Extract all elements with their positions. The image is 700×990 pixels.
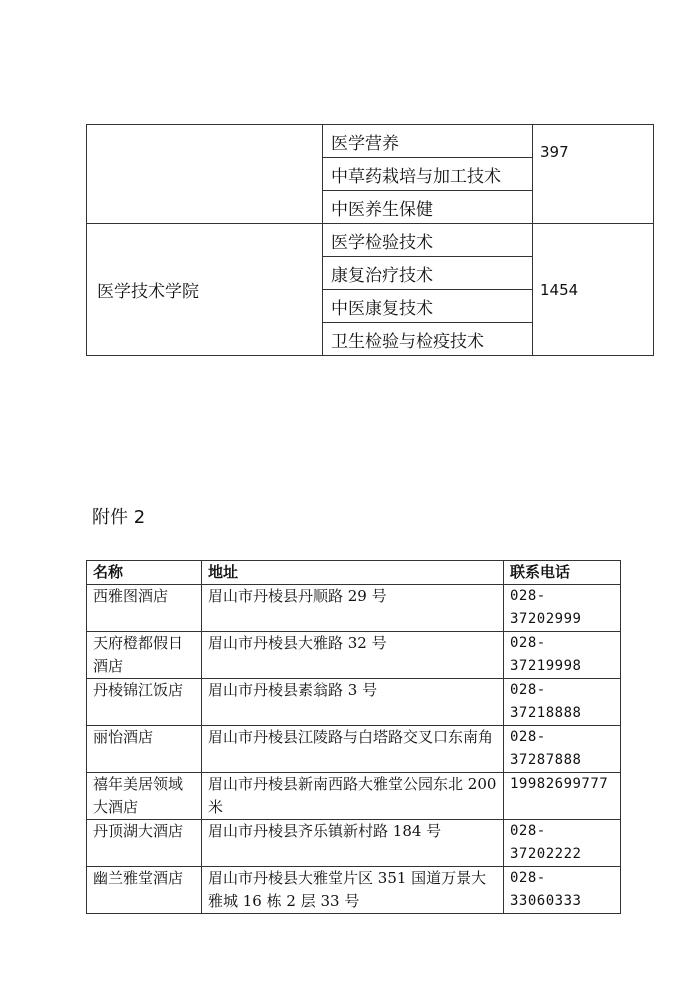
count-cell: 397: [533, 125, 654, 224]
hotel-phone: 028-37219998: [504, 632, 621, 679]
table-row: [87, 820, 621, 867]
program-cell: 中医养生保健: [323, 191, 533, 224]
hotel-phone: 19982699777: [504, 773, 621, 820]
hotel-address: 眉山市丹棱县丹顺路 29 号: [202, 585, 504, 632]
hotel-name: 幽兰雅堂酒店: [87, 867, 202, 914]
program-enrollment-table: [86, 124, 654, 356]
hotel-table: [86, 560, 621, 914]
header-address: 地址: [202, 561, 504, 585]
table-row: [87, 773, 621, 820]
hotel-name: 西雅图酒店: [87, 585, 202, 632]
program-cell: 中草药栽培与加工技术: [323, 158, 533, 191]
hotel-name: 丹棱锦江饭店: [87, 679, 202, 726]
table-row: [87, 125, 654, 158]
table-row: [87, 679, 621, 726]
table-row: [87, 224, 654, 257]
table-row: [87, 632, 621, 679]
hotel-phone: 028-37202222: [504, 820, 621, 867]
hotel-name: 丽怡酒店: [87, 726, 202, 773]
program-cell: 中医康复技术: [323, 290, 533, 323]
hotel-address: 眉山市丹棱县大雅路 32 号: [202, 632, 504, 679]
hotel-address: 眉山市丹棱县素翁路 3 号: [202, 679, 504, 726]
table-row: [87, 585, 621, 632]
hotel-phone: 028-37218888: [504, 679, 621, 726]
hotel-phone: 028-33060333: [504, 867, 621, 914]
hotel-name: 天府橙都假日酒店: [87, 632, 202, 679]
hotel-phone: 028-37202999: [504, 585, 621, 632]
hotel-phone: 028-37287888: [504, 726, 621, 773]
college-cell: 医学技术学院: [87, 224, 323, 356]
header-phone: 联系电话: [504, 561, 621, 585]
program-cell: 卫生检验与检疫技术: [323, 323, 533, 356]
hotel-address: 眉山市丹棱县新南西路大雅堂公园东北 200 米: [202, 773, 504, 820]
count-cell: 1454: [533, 224, 654, 356]
hotel-address: 眉山市丹棱县江陵路与白塔路交叉口东南角: [202, 726, 504, 773]
hotel-address: 眉山市丹棱县齐乐镇新村路 184 号: [202, 820, 504, 867]
program-cell: 康复治疗技术: [323, 257, 533, 290]
hotel-address: 眉山市丹棱县大雅堂片区 351 国道万景大雅城 16 栋 2 层 33 号: [202, 867, 504, 914]
attachment-title: 附件 2: [92, 507, 146, 528]
table-header-row: [87, 561, 621, 585]
header-name: 名称: [87, 561, 202, 585]
program-cell: 医学检验技术: [323, 224, 533, 257]
hotel-name: 丹顶湖大酒店: [87, 820, 202, 867]
college-cell: [87, 125, 323, 224]
table-row: [87, 867, 621, 914]
table-row: [87, 726, 621, 773]
program-cell: 医学营养: [323, 125, 533, 158]
hotel-name: 禧年美居领域大酒店: [87, 773, 202, 820]
